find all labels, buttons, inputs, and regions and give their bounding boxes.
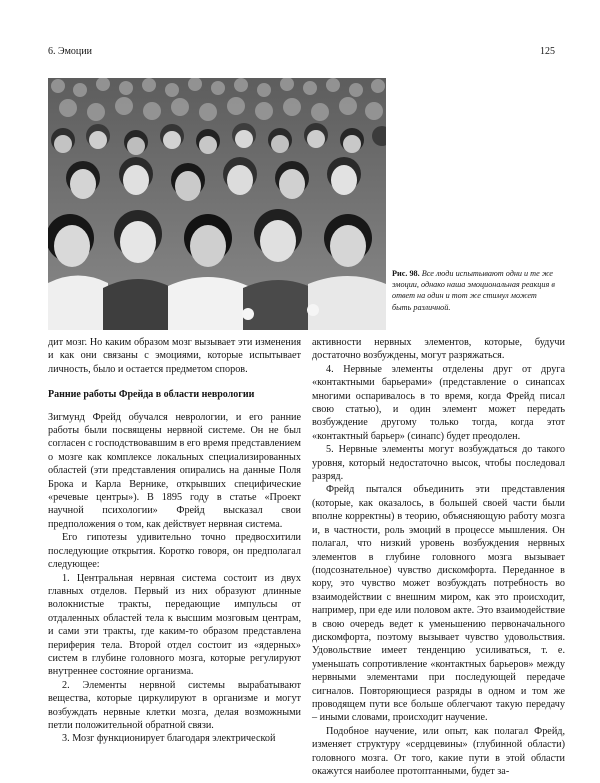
list-item: 1. Центральная нервная система состоит из двух главных отделов. Первый из них образуют длинные волокнистые тракты, передающие импульсы от отдаленных областей тела к высшим мозговым центрам, и сами эти тракты, где каким-то образом представлена периферия тела. Второй отдел состоит из «ядерных» систем в глубине головного мозга, которые регулируют внутреннее состояние организма.: [48, 572, 301, 678]
left-column: [48, 336, 301, 746]
figure-label: Рис. 98.: [392, 269, 420, 278]
figure-photo: [48, 78, 386, 330]
list-item: 4. Нервные элементы отделены друг от друга «контактными барьерами» (представление о синапсах многими оспаривалось в то время, когда Фрейд писал свою статью), и один элемент может передать возбуждение другому только тогда, когда этот «контактный барьер» (синапс) будет преодолен.: [312, 363, 565, 442]
figure-caption-text: Все люди испытывают одни и те же эмоции, однако наша эмоциональная реакция в ответ на один и тот же стимул может быть различной.: [392, 269, 555, 312]
list-item: 3. Мозг функционирует благодаря электрической: [62, 733, 276, 745]
section-heading: Ранние работы Фрейда в области неврологии: [48, 389, 255, 401]
paragraph: Его гипотезы удивительно точно предвосхитили последующие открытия. Коротко говоря, он предполагал следующее:: [48, 532, 301, 571]
crowd-photo-illustration: [48, 78, 386, 330]
list-item: 5. Нервные элементы могут возбуждаться до такого уровня, который недостаточно высок, чтобы последовал разряд.: [312, 444, 565, 483]
paragraph: Фрейд пытался объединить эти представления (которые, как оказалось, в большей своей части были вполне корректны) в теорию, объясняющую работу мозга и, в частности, роль эмоций в процессе мышления. Он полагал, что низкий уровень возбуждения нервных элементов в глубине головного мозга вызывает (подсознательное) чувство дискомфорта. Переданное в кору, это чувство может возбуждать потребность во взаимодействии с внешним миром, как это происходит, например, при еде или половом акте. Это взаимодействие в свою очередь ведет к уменьшению первоначального дискомфорта, поэтому вызывает чувство удовольствия. Удовольствие имеет тенденцию усиливаться, т. е. уменьшать сопротивление «контактных барьеров» между нервными элементами при последующей передаче сигналов. Повторяющиеся разряды в одном и том же проводящем пути все больше облегчают такую передачу – иными словами, происходит научение.: [312, 484, 565, 724]
paragraph: активности нервных элементов, которые, будучи достаточно возбуждены, могут разряжаться.: [312, 337, 565, 362]
running-head: 6. Эмоции: [48, 46, 92, 57]
right-column: [312, 336, 565, 778]
paragraph: Подобное научение, или опыт, как полагал Фрейд, изменяет структуру «сердцевины» (глубинной области) головного мозга. От того, какие пути в этой области окажутся наиболее протоптанными, будет за-: [312, 725, 565, 777]
figure-caption: [392, 268, 558, 313]
paragraph: Зигмунд Фрейд обучался неврологии, и его ранние работы были посвящены нервной системе. Он не был согласен с господствовавшим в его время представлением о мозге как комплексе локальных специализированных областей (эти представления опирались на данные Поля Брока и Карла Вернике, открывших специфические «речевые центры»). В 1895 году в статье «Проект научной психологии» Фрейд высказал свои предположения о том, как действует нервная система.: [48, 411, 301, 530]
list-item: 2. Элементы нервной системы вырабатывают вещества, которые циркулируют в организме и могут возбуждать нервные клетки мозга, делая возможными петли положительной обратной связи.: [48, 679, 301, 731]
page-number: 125: [540, 46, 555, 57]
paragraph: дит мозг. Но каким образом мозг вызывает эти изменения и как они связаны с эмоциями, которые испытывает личность, было и остается предметом споров.: [48, 337, 301, 375]
